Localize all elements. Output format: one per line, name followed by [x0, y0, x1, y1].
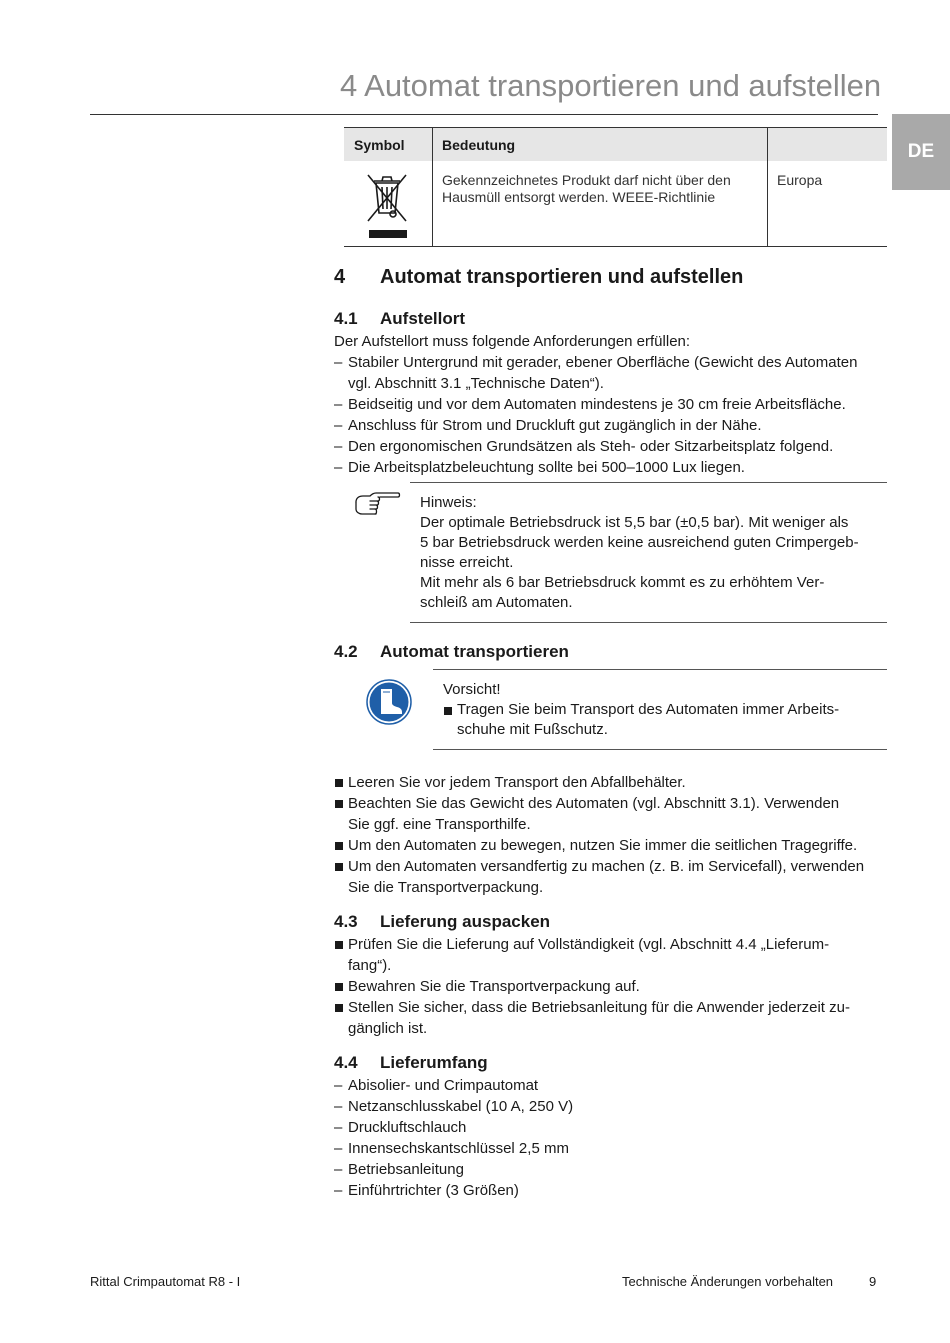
- pointing-hand-icon: [352, 490, 402, 516]
- list-item: – Beidseitig und vor dem Automaten mindestens je 30 cm freie Arbeitsfläche.: [334, 396, 846, 413]
- note-line: 5 bar Betriebsdruck werden keine ausreichend guten Crimpergeb-: [420, 534, 859, 551]
- list-item: Bewahren Sie die Transportverpackung auf.: [334, 976, 890, 997]
- subsection-heading-4-1: [334, 309, 465, 329]
- note-line: schleiß am Automaten.: [420, 594, 573, 611]
- subsection-number: 4.2: [334, 642, 358, 661]
- note-box: [420, 493, 880, 613]
- table-divider: [432, 128, 433, 246]
- caution-bottom-rule: [433, 749, 887, 750]
- section-title: Automat transportieren und aufstellen: [380, 266, 744, 288]
- table-header-row: [344, 128, 887, 161]
- list-item: Um den Automaten zu bewegen, nutzen Sie immer die seitlichen Tragegriffe.: [334, 835, 890, 856]
- subsection-heading-4-4: [334, 1053, 488, 1073]
- header-rule: [90, 114, 878, 115]
- list-item: – Betriebsanleitung: [334, 1161, 464, 1178]
- list-item: – Die Arbeitsplatzbeleuchtung sollte bei 500–1000 Lux liegen.: [334, 459, 745, 476]
- list-item: – Netzanschlusskabel (10 A, 250 V): [334, 1098, 574, 1115]
- subsection-number: 4.3: [334, 912, 358, 931]
- subsection-number: 4.4: [334, 1053, 358, 1072]
- delivery-contents-list: [334, 1075, 890, 1201]
- table-bottom-rule: [344, 246, 887, 247]
- language-tab: DE: [892, 114, 950, 190]
- page-number: 9: [869, 1274, 877, 1289]
- footer-notice: Technische Änderungen vorbehalten: [622, 1274, 834, 1289]
- subsection-heading-4-3: [334, 912, 550, 932]
- subsection-title: Aufstellort: [380, 309, 465, 328]
- table-cell-meaning: [442, 172, 731, 206]
- transport-steps-list: [334, 772, 890, 898]
- list-item: – Abisolier- und Crimpautomat: [334, 1077, 539, 1094]
- caution-box: [443, 680, 883, 740]
- list-item: Stellen Sie sicher, dass die Betriebsanleitung für die Anwender jederzeit zu- gänglich ist.: [334, 997, 890, 1039]
- footer-product: Rittal Crimpautomat R8 - I: [90, 1274, 241, 1289]
- list-item: – Den ergonomischen Grundsätzen als Steh- oder Sitzarbeitsplatz folgend.: [334, 438, 834, 455]
- crossed-out-wheeled-bin-icon: [362, 169, 412, 241]
- table-divider: [767, 128, 768, 246]
- table-cell-region: Europa: [777, 172, 823, 188]
- list-item: – Einführtrichter (3 Größen): [334, 1182, 519, 1199]
- section-heading: [334, 266, 743, 289]
- note-bottom-rule: [410, 622, 887, 623]
- safety-boot-icon: [366, 679, 412, 725]
- table-header-symbol: Symbol: [354, 137, 405, 153]
- subsection-number: 4.1: [334, 309, 358, 328]
- requirements-list: [334, 352, 890, 478]
- caution-top-rule: [433, 669, 887, 670]
- subsection-title: Automat transportieren: [380, 642, 569, 661]
- meaning-line: Hausmüll entsorgt werden. WEEE-Richtlinie: [442, 189, 716, 205]
- list-item: Um den Automaten versandfertig zu machen (z. B. im Servicefall), verwenden Sie die Transportverpackung.: [334, 856, 890, 898]
- list-item: – Stabiler Untergrund mit gerader, ebener Oberfläche (Gewicht des Automaten vgl. Abschnitt 3.1 „Technische Daten“).: [334, 354, 858, 392]
- note-line: Der optimale Betriebsdruck ist 5,5 bar (±0,5 bar). Mit weniger als: [420, 514, 849, 531]
- note-line: Mit mehr als 6 bar Betriebsdruck kommt es zu erhöhtem Ver-: [420, 574, 825, 591]
- list-item: Prüfen Sie die Lieferung auf Vollständigkeit (vgl. Abschnitt 4.4 „Lieferum- fang“).: [334, 934, 890, 976]
- unpacking-steps-list: [334, 934, 890, 1039]
- note-label: Hinweis:: [420, 494, 477, 511]
- subsection-title: Lieferung auspacken: [380, 912, 551, 931]
- table-header-meaning: Bedeutung: [442, 137, 516, 153]
- list-item: – Druckluftschlauch: [334, 1119, 467, 1136]
- running-title: 4 Automat transportieren und aufstellen: [340, 68, 882, 103]
- list-item: Leeren Sie vor jedem Transport den Abfallbehälter.: [334, 772, 890, 793]
- list-item: – Anschluss für Strom und Druckluft gut zugänglich in der Nähe.: [334, 417, 762, 434]
- list-item: – Innensechskantschlüssel 2,5 mm: [334, 1140, 569, 1157]
- meaning-line: Gekennzeichnetes Produkt darf nicht über den: [442, 172, 731, 188]
- symbol-table: [344, 127, 887, 247]
- caution-label: Vorsicht!: [443, 681, 501, 698]
- subsection-heading-4-2: [334, 642, 569, 662]
- intro-paragraph: Der Aufstellort muss folgende Anforderungen erfüllen:: [334, 333, 691, 350]
- subsection-title: Lieferumfang: [380, 1053, 488, 1072]
- section-number: 4: [334, 266, 346, 288]
- list-item: Beachten Sie das Gewicht des Automaten (vgl. Abschnitt 3.1). Verwenden Sie ggf. eine Transporthilfe.: [334, 793, 890, 835]
- note-top-rule: [410, 482, 887, 483]
- note-line: nisse erreicht.: [420, 554, 514, 571]
- caution-item: Tragen Sie beim Transport des Automaten immer Arbeits- schuhe mit Fußschutz.: [443, 700, 883, 740]
